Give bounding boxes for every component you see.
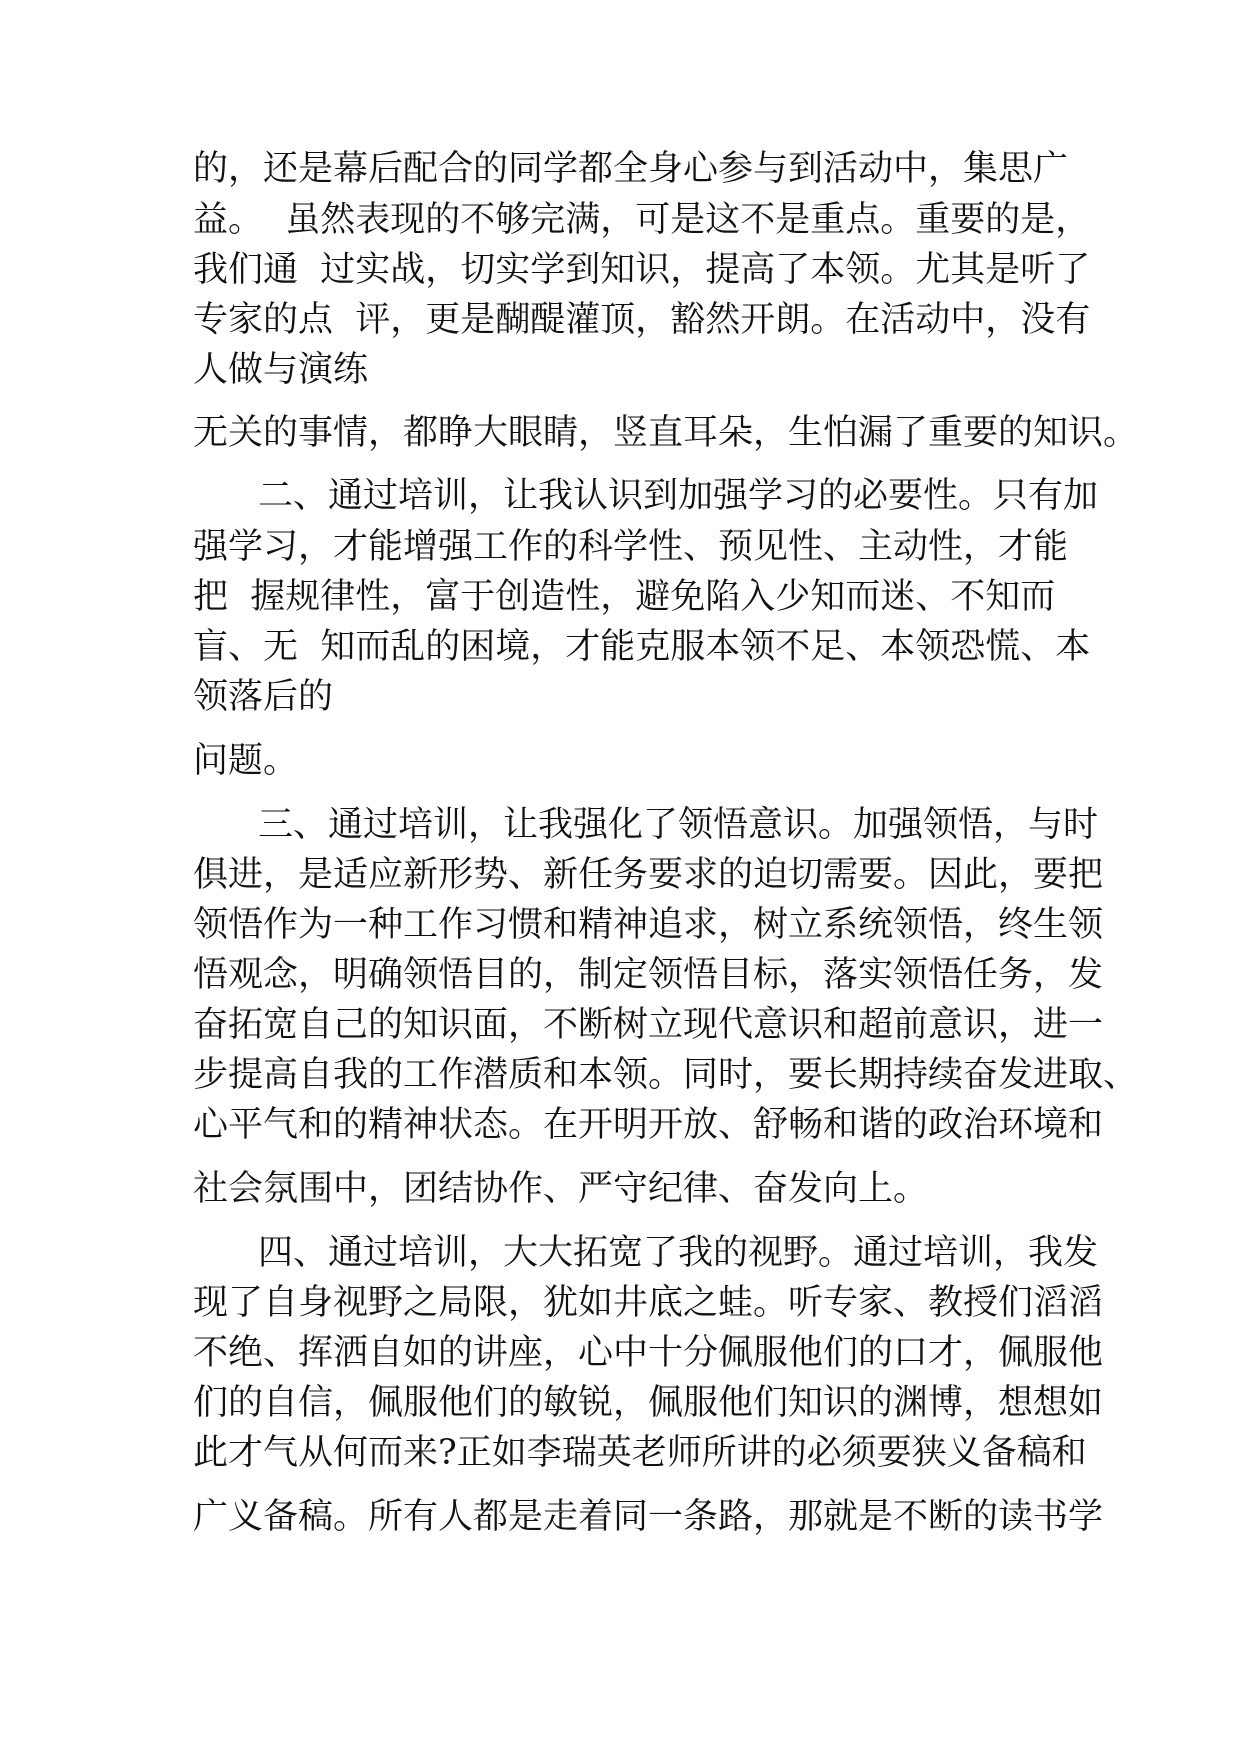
text-line: 领悟作为一种工作习惯和精神追求，树立系统领悟，终生领 (193, 905, 1104, 945)
text-line: 此才气从何而来?正如李瑞英老师所讲的必须要狭义备稿和 (193, 1433, 1087, 1473)
text-line: 不绝、挥洒自如的讲座，心中十分佩服他们的口才，佩服他 (193, 1333, 1104, 1373)
paragraph-3-first-line: 三、通过培训，让我强化了领悟意识。加强领悟，与时 (258, 805, 1099, 845)
text-line: 盲、无 知而乱的困境，才能克服本领不足、本领恐慌、本 (193, 627, 1091, 667)
text-line: 们的自信，佩服他们的敏锐，佩服他们知识的渊博，想想如 (193, 1383, 1104, 1423)
text-line: 俱进，是适应新形势、新任务要求的迫切需要。因此，要把 (193, 855, 1104, 895)
text-line: 强学习，才能增强工作的科学性、预见性、主动性，才能 (193, 527, 1069, 567)
paragraph-4-first-line: 四、通过培训，大大拓宽了我的视野。通过培训，我发 (258, 1233, 1099, 1273)
text-line: 广义备稿。所有人都是走着同一条路，那就是不断的读书学 (193, 1497, 1104, 1537)
text-line: 奋拓宽自己的知识面，不断树立现代意识和超前意识，进一 (193, 1005, 1104, 1045)
paragraph-2-first-line: 二、通过培训，让我认识到加强学习的必要性。只有加 (258, 476, 1099, 516)
text-line: 我们通 过实战，切实学到知识，提高了本领。尤其是听了 (193, 250, 1091, 290)
text-line: 悟观念，明确领悟目的，制定领悟目标，落实领悟任务，发 (193, 955, 1104, 995)
text-line: 把 握规律性，富于创造性，避免陷入少知而迷、不知而 (193, 577, 1056, 617)
text-line: 现了自身视野之局限，犹如井底之蛙。听专家、教授们滔滔 (193, 1283, 1104, 1323)
text-line: 益。 虽然表现的不够完满，可是这不是重点。重要的是， (193, 200, 1091, 240)
text-line: 专家的点 评，更是醐醍灌顶，豁然开朗。在活动中，没有 (193, 300, 1091, 340)
text-line: 问题。 (193, 741, 299, 781)
text-line: 步提高自我的工作潜质和本领。同时，要长期持续奋发进取、 (193, 1055, 1139, 1095)
text-line: 的，还是幕后配合的同学都全身心参与到活动中，集思广 (193, 149, 1069, 189)
text-line: 无关的事情，都睁大眼睛，竖直耳朵，生怕漏了重要的知识。 (193, 413, 1139, 453)
text-line: 人做与演练 (193, 350, 369, 390)
text-line: 心平气和的精神状态。在开明开放、舒畅和谐的政治环境和 (193, 1105, 1104, 1145)
text-line: 领落后的 (193, 677, 334, 717)
text-line: 社会氛围中，团结协作、严守纪律、奋发向上。 (193, 1169, 929, 1209)
